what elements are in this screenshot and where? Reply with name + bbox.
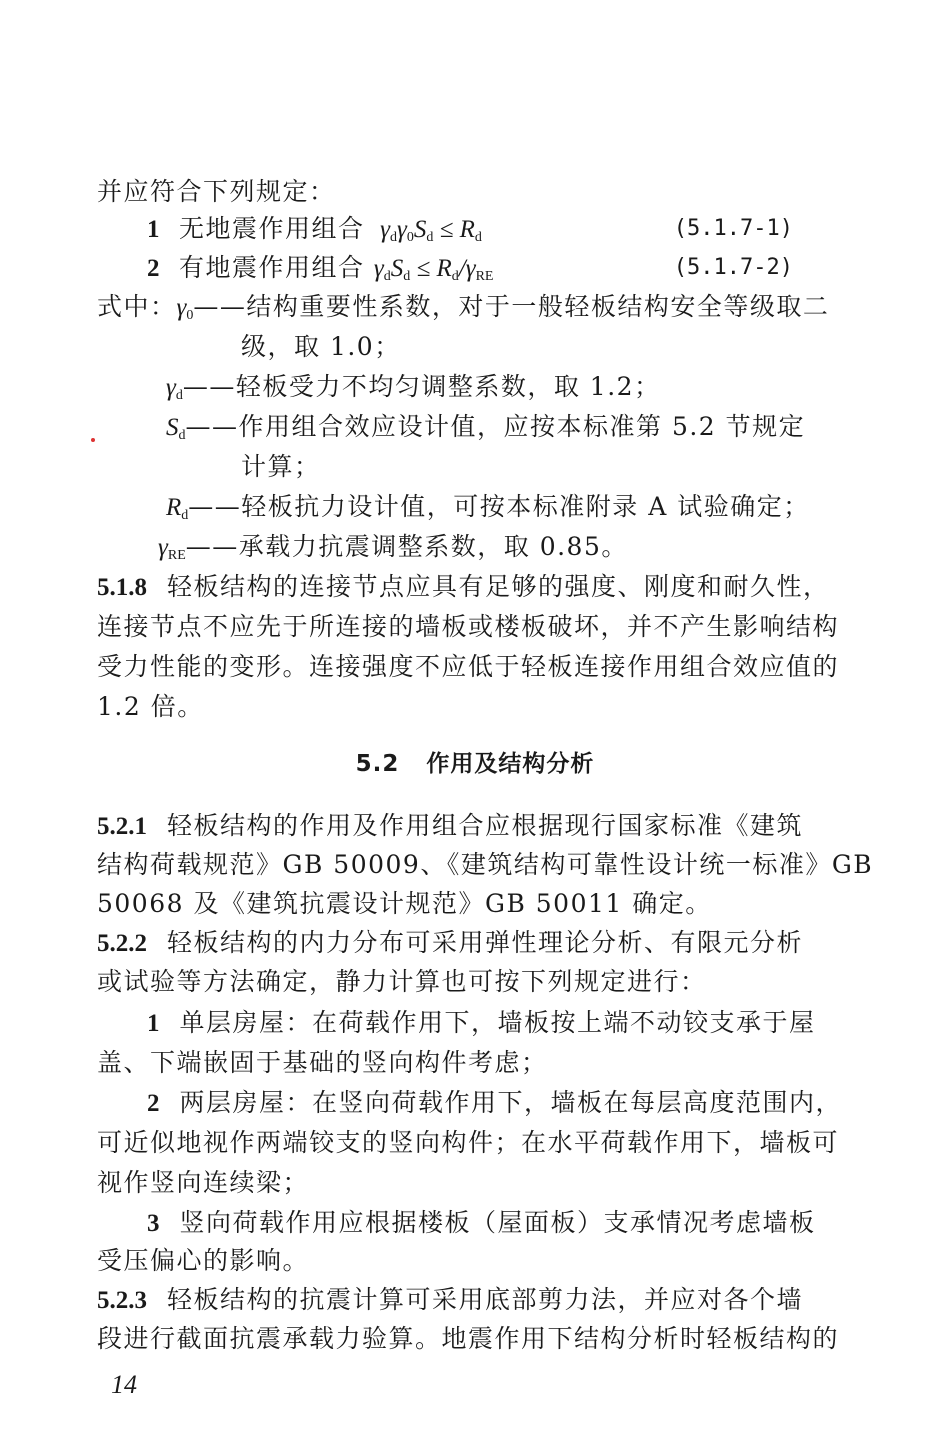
where-gamma0 (97, 289, 830, 334)
gre-definition: ——承载力抗震调整系数，取 0.85。 (185, 532, 628, 561)
item-3-line-1: 3 竖向荷载作用应根据楼板（屋面板）支承情况考虑墙板 (147, 1208, 816, 1237)
item-2-line-3: 视作竖向连续梁； (97, 1168, 310, 1197)
clause-5-1-8-number: 5.1.8 (97, 574, 147, 601)
section-title: 作用及结构分析 (426, 751, 595, 777)
gamma0-definition-cont: 级，取 1.0； (241, 332, 401, 361)
equation-2-ref: (5.1.7-2) (673, 255, 793, 280)
equation-2-label: 有地震作用组合 (178, 253, 365, 282)
clause-5-1-8-line-4: 1.2 倍。 (97, 692, 204, 721)
gamma0-definition: ——结构重要性系数，对于一般轻板结构安全等级取二 (193, 292, 830, 321)
equation-1-number: 1 (147, 216, 160, 243)
item-1-line-2: 盖、下端嵌固于基础的竖向构件考虑； (97, 1048, 548, 1077)
item-2-line-1: 2 两层房屋：在竖向荷载作用下，墙板在每层高度范围内， (147, 1088, 843, 1117)
item-2-line-2: 可近似地视作两端铰支的竖向构件；在水平荷载作用下，墙板可 (97, 1128, 840, 1157)
clause-5-2-3-line-1: 5.2.3 轻板结构的抗震计算可采用底部剪力法，并应对各个墙 (97, 1285, 804, 1314)
rd-symbol: $R_d$ (166, 494, 189, 523)
where-prefix: 式中： (97, 292, 177, 321)
gammad-symbol: $\gamma_d$ (166, 374, 183, 403)
clause-5-2-2-line-1: 5.2.2 轻板结构的内力分布可采用弹性理论分析、有限元分析 (97, 928, 804, 957)
clause-5-2-1-number: 5.2.1 (97, 813, 147, 840)
where-rd (166, 489, 866, 534)
equation-1-ref: (5.1.7-1) (673, 216, 793, 241)
where-sd (166, 409, 866, 454)
clause-5-2-1-line-1: 5.2.1 轻板结构的作用及作用组合应根据现行国家标准《建筑 (97, 811, 804, 840)
sd-definition-cont: 计算； (241, 452, 321, 481)
clause-5-1-8-line-2: 连接节点不应先于所连接的墙板或楼板破坏，并不产生影响结构 (97, 612, 840, 641)
clause-5-1-8-line-1: 5.1.8 轻板结构的连接节点应具有足够的强度、刚度和耐久性， (97, 572, 830, 601)
clause-5-2-1-line-2: 结构荷载规范》GB 50009、《建筑结构可靠性设计统一标准》GB (97, 850, 874, 879)
equation-1-formula: $\gamma_d\gamma_0S_d \le R_d$ (373, 216, 482, 245)
section-number: 5.2 (355, 751, 400, 777)
item-1-line-1: 1 单层房屋：在荷载作用下，墙板按上端不动铰支承于屋 (147, 1008, 816, 1037)
where-gammad (166, 369, 866, 414)
clause-5-2-2-line-2: 或试验等方法确定，静力计算也可按下列规定进行： (97, 967, 707, 996)
red-mark (91, 438, 95, 442)
rd-definition: ——轻板抗力设计值，可按本标准附录 A 试验确定； (188, 492, 810, 521)
sd-symbol: $S_d$ (166, 414, 186, 443)
section-heading (0, 746, 950, 782)
gammad-definition: ——轻板受力不均匀调整系数，取 1.2； (182, 372, 661, 401)
gre-symbol: $\gamma_{RE}$ (158, 534, 186, 563)
clause-5-2-3-line-2: 段进行截面抗震承载力验算。地震作用下结构分析时轻板结构的 (97, 1324, 840, 1353)
clause-5-2-1-line-3: 50068 及《建筑抗震设计规范》GB 50011 确定。 (97, 889, 712, 918)
gamma0-symbol: $\gamma_0$ (176, 294, 194, 323)
intro-text: 并应符合下列规定： (97, 177, 336, 206)
equation-2-formula: $\gamma_dS_d \le R_d/\gamma_{RE}$ (373, 255, 494, 284)
equation-1-label: 无地震作用组合 (178, 214, 365, 243)
equation-2-number: 2 (147, 255, 160, 282)
clause-5-2-3-number: 5.2.3 (97, 1287, 147, 1314)
item-3-line-2: 受压偏心的影响。 (97, 1246, 310, 1275)
page-number: 14 (111, 1370, 137, 1399)
sd-definition: ——作用组合效应设计值，应按本标准第 5.2 节规定 (185, 412, 806, 441)
clause-5-1-8-line-3: 受力性能的变形。连接强度不应低于轻板连接作用组合效应值的 (97, 652, 840, 681)
clause-5-2-2-number: 5.2.2 (97, 930, 147, 957)
where-gre (158, 529, 858, 574)
